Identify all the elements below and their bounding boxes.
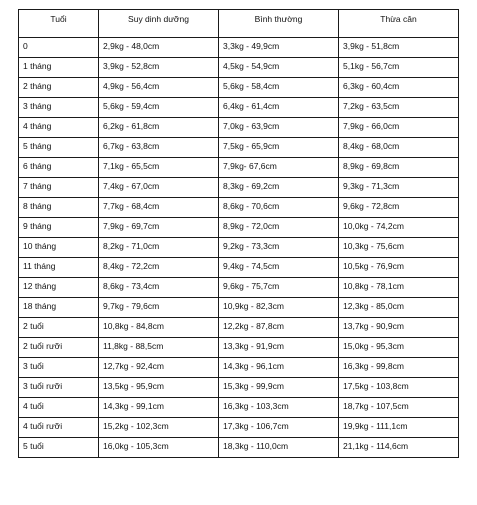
cell-malnourished: 12,7kg - 92,4cm [99, 358, 219, 378]
cell-normal: 10,9kg - 82,3cm [219, 298, 339, 318]
table-row [19, 218, 459, 238]
cell-age: 4 tuổi [19, 398, 99, 418]
cell-malnourished: 7,7kg - 68,4cm [99, 198, 219, 218]
cell-age: 4 tháng [19, 118, 99, 138]
cell-normal: 9,6kg - 75,7cm [219, 278, 339, 298]
header-overweight: Thừa cân [339, 10, 459, 38]
cell-malnourished: 10,8kg - 84,8cm [99, 318, 219, 338]
table-row [19, 338, 459, 358]
cell-normal: 8,6kg - 70,6cm [219, 198, 339, 218]
table-row [19, 358, 459, 378]
cell-malnourished: 5,6kg - 59,4cm [99, 98, 219, 118]
cell-malnourished: 6,7kg - 63,8cm [99, 138, 219, 158]
cell-normal: 13,3kg - 91,9cm [219, 338, 339, 358]
cell-malnourished: 8,2kg - 71,0cm [99, 238, 219, 258]
cell-overweight: 12,3kg - 85,0cm [339, 298, 459, 318]
cell-normal: 5,6kg - 58,4cm [219, 78, 339, 98]
table-row [19, 418, 459, 438]
table-row [19, 178, 459, 198]
cell-overweight: 10,5kg - 76,9cm [339, 258, 459, 278]
table-row [19, 318, 459, 338]
header-row [19, 10, 459, 38]
cell-age: 18 tháng [19, 298, 99, 318]
cell-normal: 18,3kg - 110,0cm [219, 438, 339, 458]
cell-age: 1 tháng [19, 58, 99, 78]
cell-overweight: 10,0kg - 74,2cm [339, 218, 459, 238]
cell-age: 2 tháng [19, 78, 99, 98]
cell-overweight: 16,3kg - 99,8cm [339, 358, 459, 378]
cell-malnourished: 14,3kg - 99,1cm [99, 398, 219, 418]
cell-overweight: 21,1kg - 114,6cm [339, 438, 459, 458]
header-normal: Bình thường [219, 10, 339, 38]
cell-malnourished: 6,2kg - 61,8cm [99, 118, 219, 138]
cell-overweight: 7,2kg - 63,5cm [339, 98, 459, 118]
table-row [19, 238, 459, 258]
cell-normal: 7,0kg - 63,9cm [219, 118, 339, 138]
cell-malnourished: 3,9kg - 52,8cm [99, 58, 219, 78]
cell-age: 9 tháng [19, 218, 99, 238]
cell-normal: 7,5kg - 65,9cm [219, 138, 339, 158]
cell-age: 11 tháng [19, 258, 99, 278]
cell-age: 6 tháng [19, 158, 99, 178]
cell-overweight: 15,0kg - 95,3cm [339, 338, 459, 358]
cell-normal: 17,3kg - 106,7cm [219, 418, 339, 438]
cell-malnourished: 16,0kg - 105,3cm [99, 438, 219, 458]
cell-normal: 14,3kg - 96,1cm [219, 358, 339, 378]
cell-age: 3 tháng [19, 98, 99, 118]
cell-age: 8 tháng [19, 198, 99, 218]
cell-normal: 12,2kg - 87,8cm [219, 318, 339, 338]
header-age: Tuổi [19, 10, 99, 38]
cell-age: 12 tháng [19, 278, 99, 298]
cell-age: 0 [19, 38, 99, 58]
table-row [19, 258, 459, 278]
cell-age: 10 tháng [19, 238, 99, 258]
cell-age: 5 tháng [19, 138, 99, 158]
cell-overweight: 3,9kg - 51,8cm [339, 38, 459, 58]
cell-normal: 9,2kg - 73,3cm [219, 238, 339, 258]
cell-age: 7 tháng [19, 178, 99, 198]
cell-normal: 15,3kg - 99,9cm [219, 378, 339, 398]
table-row [19, 98, 459, 118]
table-row [19, 58, 459, 78]
cell-age: 3 tuổi [19, 358, 99, 378]
cell-malnourished: 8,4kg - 72,2cm [99, 258, 219, 278]
cell-malnourished: 9,7kg - 79,6cm [99, 298, 219, 318]
cell-age: 5 tuổi [19, 438, 99, 458]
table-row [19, 78, 459, 98]
cell-normal: 6,4kg - 61,4cm [219, 98, 339, 118]
table-row [19, 438, 459, 458]
header-malnourished: Suy dinh dưỡng [99, 10, 219, 38]
cell-overweight: 10,8kg - 78,1cm [339, 278, 459, 298]
cell-age: 2 tuổi rưỡi [19, 338, 99, 358]
cell-malnourished: 7,9kg - 69,7cm [99, 218, 219, 238]
cell-overweight: 17,5kg - 103,8cm [339, 378, 459, 398]
table-row [19, 158, 459, 178]
cell-overweight: 9,3kg - 71,3cm [339, 178, 459, 198]
cell-age: 4 tuổi rưỡi [19, 418, 99, 438]
table-row [19, 118, 459, 138]
cell-malnourished: 13,5kg - 95,9cm [99, 378, 219, 398]
cell-overweight: 8,4kg - 68,0cm [339, 138, 459, 158]
cell-overweight: 13,7kg - 90,9cm [339, 318, 459, 338]
table-row [19, 198, 459, 218]
cell-malnourished: 15,2kg - 102,3cm [99, 418, 219, 438]
cell-age: 2 tuổi [19, 318, 99, 338]
cell-overweight: 7,9kg - 66,0cm [339, 118, 459, 138]
cell-malnourished: 8,6kg - 73,4cm [99, 278, 219, 298]
cell-normal: 16,3kg - 103,3cm [219, 398, 339, 418]
cell-malnourished: 2,9kg - 48,0cm [99, 38, 219, 58]
cell-normal: 4,5kg - 54,9cm [219, 58, 339, 78]
cell-overweight: 10,3kg - 75,6cm [339, 238, 459, 258]
cell-normal: 9,4kg - 74,5cm [219, 258, 339, 278]
table-row [19, 278, 459, 298]
cell-malnourished: 7,1kg - 65,5cm [99, 158, 219, 178]
cell-normal: 8,3kg - 69,2cm [219, 178, 339, 198]
cell-overweight: 8,9kg - 69,8cm [339, 158, 459, 178]
table-row [19, 298, 459, 318]
cell-overweight: 5,1kg - 56,7cm [339, 58, 459, 78]
growth-table [18, 9, 459, 458]
cell-normal: 7,9kg- 67,6cm [219, 158, 339, 178]
cell-normal: 8,9kg - 72,0cm [219, 218, 339, 238]
cell-overweight: 9,6kg - 72,8cm [339, 198, 459, 218]
cell-age: 3 tuổi rưỡi [19, 378, 99, 398]
cell-malnourished: 11,8kg - 88,5cm [99, 338, 219, 358]
cell-overweight: 19,9kg - 111,1cm [339, 418, 459, 438]
cell-malnourished: 7,4kg - 67,0cm [99, 178, 219, 198]
table-header [19, 10, 459, 38]
table-row [19, 138, 459, 158]
cell-normal: 3,3kg - 49,9cm [219, 38, 339, 58]
cell-overweight: 6,3kg - 60,4cm [339, 78, 459, 98]
table-row [19, 398, 459, 418]
cell-malnourished: 4,9kg - 56,4cm [99, 78, 219, 98]
table-row [19, 38, 459, 58]
table-row [19, 378, 459, 398]
growth-table-container [18, 9, 459, 458]
table-body [19, 38, 459, 458]
cell-overweight: 18,7kg - 107,5cm [339, 398, 459, 418]
